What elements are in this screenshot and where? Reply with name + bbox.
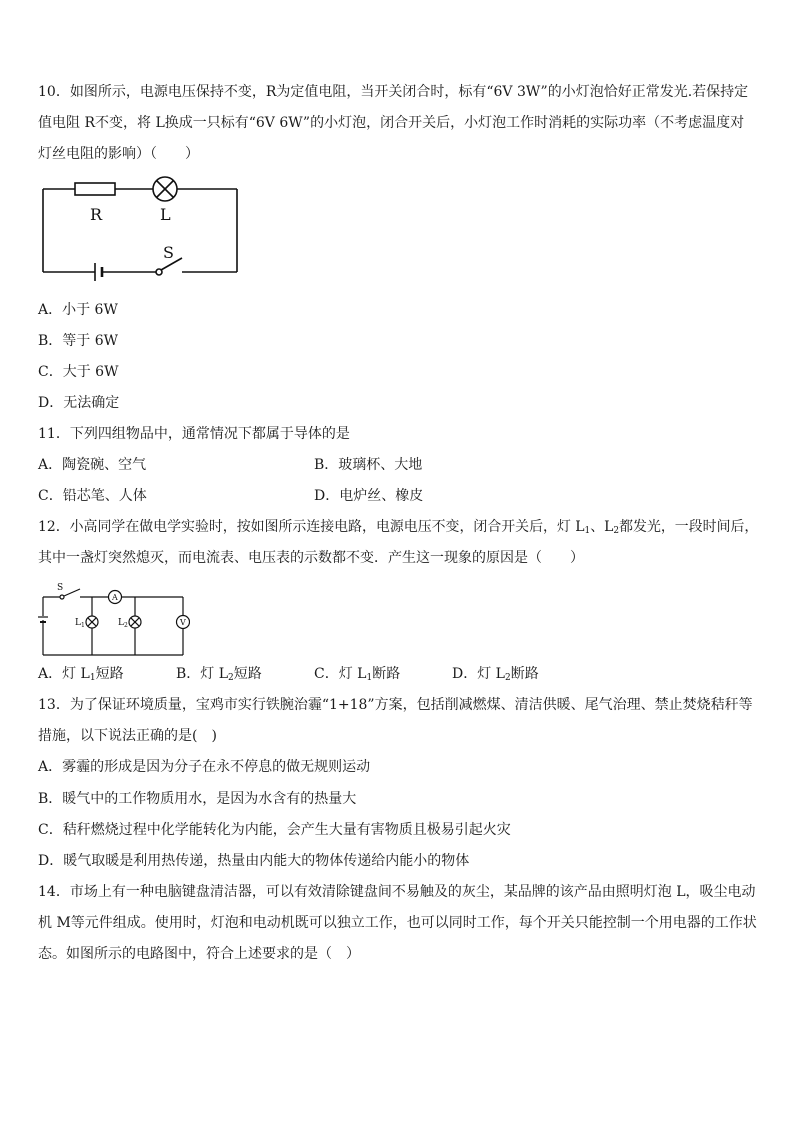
q12-label-l2-sub: 2 [124,622,128,629]
q10-resistor [75,183,115,195]
q10-line2: 值电阻 R不变，将 L换成一只标有“6V 6W”的小灯泡，闭合开关后，小灯泡工作时消耗的实际功率（不考虑温度对 [38,115,745,131]
q10-line3: 灯丝电阻的影响）（ ） [38,146,199,162]
q11-option-c: C．铅芯笔、人体 [38,488,147,504]
q13-line1: 13．为了保证环境质量，宝鸡市实行铁腕治霾“1+18”方案，包括削减燃煤、清洁供暖、尾气治理、禁止焚烧秸秆等 [38,697,753,713]
q14-line2: 机 M等元件组成。使用时，灯泡和电动机既可以独立工作，也可以同时工作，每个开关只能控制一个用电器的工作状 [38,915,757,931]
q14-line1: 14．市场上有一种电脑键盘清洁器，可以有效清除键盘间不易触及的灰尘，某品牌的该产品由照明灯泡 L，吸尘电动 [38,884,756,900]
q12-option-b: B．灯 $L_2$短路 [176,666,262,683]
q11-stem: 11．下列四组物品中，通常情况下都属于导体的是 [38,426,350,442]
q12-line1: 12．小高同学在做电学实验时，按如图所示连接电路，电源电压不变，闭合开关后，灯 $L_1$、$L_2$都发光，一段时间后， [38,519,759,536]
q11-option-b: B．玻璃杯、大地 [314,457,423,473]
q13-option-d: D．暖气取暖是利用热传递，热量由内能大的物体传递给内能小的物体 [38,853,470,869]
q12-line2: 其中一盏灯突然熄灭，而电流表、电压表的示数都不变．产生这一现象的原因是（ ） [38,550,584,566]
q13-option-b: B．暖气中的工作物质用水，是因为水含有的热量大 [38,791,357,807]
q10-option-a: A．小于 6W [38,302,118,318]
q12-option-c: C．灯 $L_1$断路 [314,666,401,683]
q12-label-l2: L [118,618,124,628]
q10-option-b: B．等于 6W [38,333,119,349]
q12-switch-contact [60,595,64,599]
q13-option-a: A．雾霾的形成是因为分子在永不停息的做无规则运动 [38,759,371,775]
q10-line1: 10．如图所示，电源电压保持不变，R为定值电阻，当开关闭合时，标有“6V 3W”的小灯泡恰好正常发光.若保持定 [38,84,749,100]
q14-line3: 态。如图所示的电路图中，符合上述要求的是（ ） [38,946,360,962]
q12-label-a: A [112,593,118,602]
q12-option-a: A．灯 $L_1$短路 [38,666,124,683]
q10-label-r: R [90,205,103,224]
q11-option-d: D．电炉丝、橡皮 [314,488,424,504]
q10-option-c: C．大于 6W [38,364,119,380]
q12-label-v: V [180,618,186,627]
q10-label-s: S [163,243,174,262]
q11-option-a: A．陶瓷碗、空气 [38,457,147,473]
q12-label-l1-sub: 1 [81,622,85,629]
q12-label-l1: L [75,618,81,628]
q10-option-d: D．无法确定 [38,395,120,411]
q10-circuit-diagram [40,172,242,282]
q12-option-d: D．灯 $L_2$断路 [452,666,539,683]
q12-switch-lever [64,589,80,596]
q13-option-c: C．秸秆燃烧过程中化学能转化为内能，会产生大量有害物质且极易引起火灾 [38,822,511,838]
q13-line2: 措施，以下说法正确的是( ) [38,728,217,744]
q10-label-l: L [160,205,171,224]
q12-label-s: S [57,583,64,593]
q12-circuit-diagram [38,580,190,658]
